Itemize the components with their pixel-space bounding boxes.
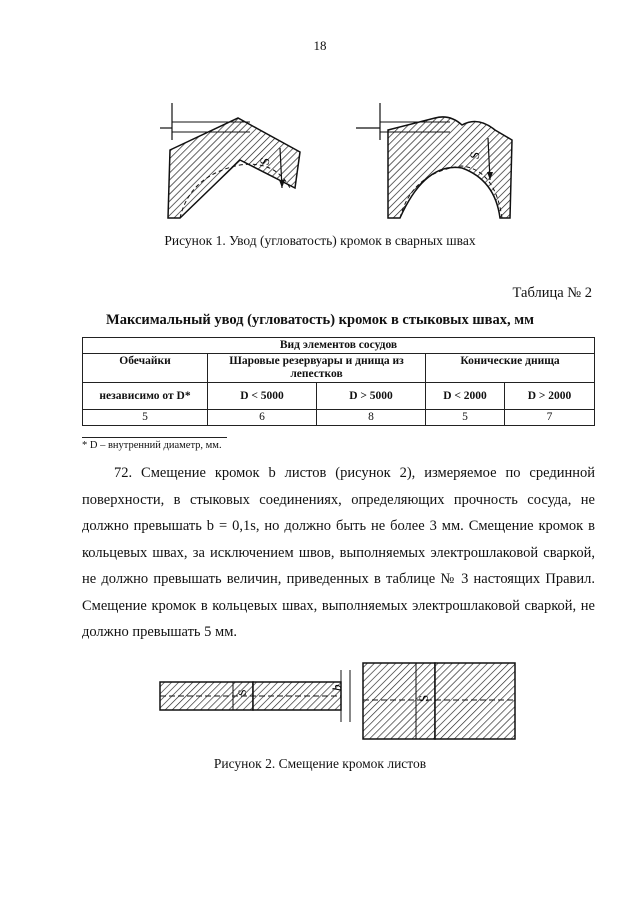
spec-table [82, 337, 595, 426]
figure-1-label-left-s: S [256, 156, 273, 167]
table-col-shells: Обечайки [83, 354, 208, 383]
table-number: Таблица № 2 [512, 285, 592, 301]
figure-2-label-s: S [235, 689, 249, 696]
table-cell: 7 [505, 410, 595, 426]
table-group-header-row [83, 338, 595, 354]
figure-2-drawing [158, 660, 528, 740]
table-row [83, 410, 595, 426]
figure-2-label-s1: S [416, 694, 431, 702]
table-title: Максимальный увод (угловатость) кромок в стыковых швах, мм [106, 312, 534, 328]
table-cell: 5 [426, 410, 505, 426]
table-header-row [83, 354, 595, 383]
table-sub-shells: независимо от D* [83, 383, 208, 410]
figure-1-caption: Рисунок 1. Увод (угловатость) кромок в сварных швах [164, 233, 476, 248]
table-group-header: Вид элементов сосудов [83, 338, 595, 354]
figure-2-thin-plates [160, 682, 341, 710]
table-cell: 6 [208, 410, 317, 426]
footnote: * D – внутренний диаметр, мм. [82, 440, 222, 451]
figure-1-label-right-s: S [466, 150, 483, 161]
page-number: 18 [313, 38, 327, 53]
table-cell: 5 [83, 410, 208, 426]
figure-2-thick-plates [363, 663, 515, 739]
table-sub-sph-1: D < 5000 [208, 383, 317, 410]
table-col-spherical: Шаровые резервуары и днища из лепестков [208, 354, 426, 383]
figure-2-label-b: b [329, 684, 344, 691]
table-cell: 8 [317, 410, 426, 426]
table-sub-con-2: D > 2000 [505, 383, 595, 410]
table-sub-con-1: D < 2000 [426, 383, 505, 410]
figure-2-caption: Рисунок 2. Смещение кромок листов [213, 756, 427, 771]
figure-1-right-detail [356, 103, 512, 218]
table-sub-sph-2: D > 5000 [317, 383, 426, 410]
table-col-conical: Конические днища [426, 354, 595, 383]
figure-1-drawing [150, 100, 530, 225]
paragraph-72: 72. Смещение кромок b листов (рисунок 2), измеряемое по срединной поверхности, в стыковых соединениях, определяющих прочность сосуда, не должно превышать b = 0,1s, но должно быть не более 3 мм. Смещение кромок в кольцевых швах, за исключением швов, выполняемых электрошлаковой сваркой, не должно превышать величин, приведенных в таблице № 3 настоящих Правил. Смещение кромок в кольцевых швах, выполняемых электрошлаковой сваркой, не должно превышать 5 мм. [82, 465, 595, 640]
table-subheader-row [83, 383, 595, 410]
footnote-divider [82, 437, 227, 438]
figure-1-left-detail [160, 103, 300, 218]
